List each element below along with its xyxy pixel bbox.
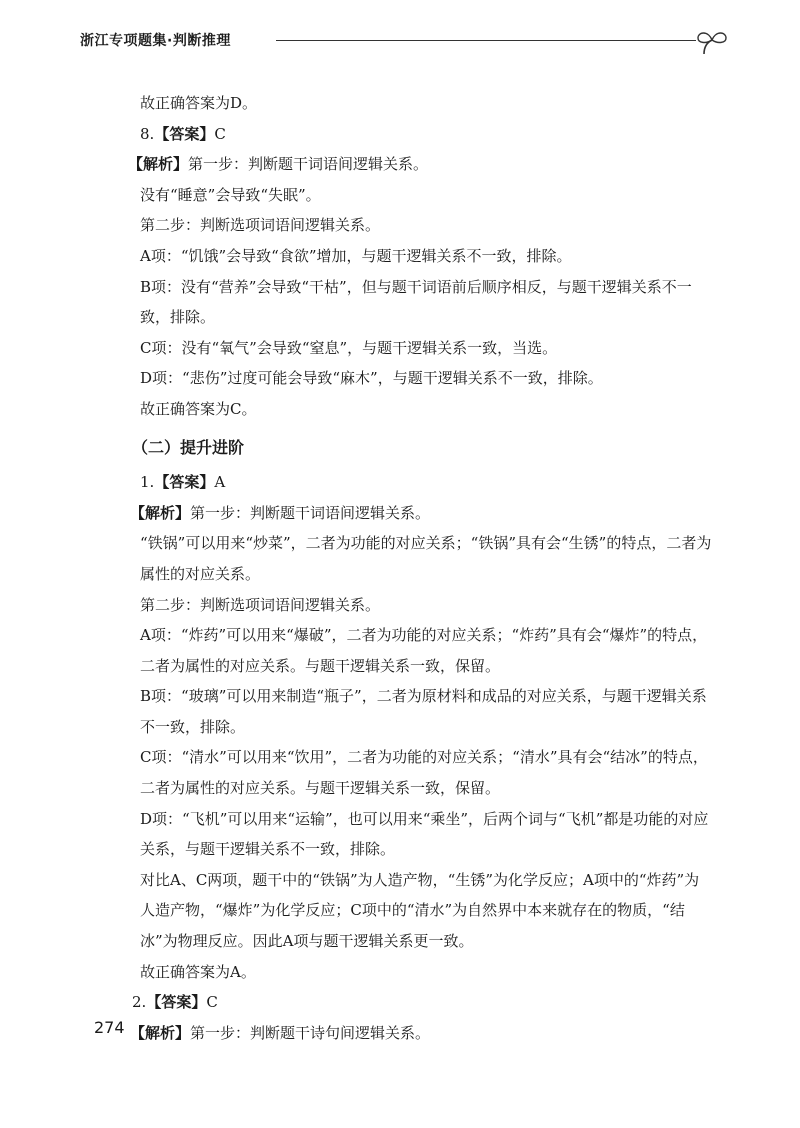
paragraph: A项：“饥饿”会导致“食欲”增加，与题干逻辑关系不一致，排除。 bbox=[140, 246, 572, 265]
answer-explanations bbox=[110, 88, 714, 1048]
paragraph: C项：“清水”可以用来“饮用”，二者为功能的对应关系；“清水”具有会“结冰”的特点，二者为属性的对应关系。与题干逻辑关系一致，保留。 bbox=[140, 748, 708, 798]
section-heading: （二）提升进阶 bbox=[132, 437, 245, 457]
paragraph: 对比A、C两项，题干中的“铁锅”为人造产物，“生锈”为化学反应；A项中的“炸药”为人造产物，“爆炸”为化学反应；C项中的“清水”为自然界中本来就存在的物质，“结冰”为物理反应。因此A项与题干逻辑关系更一致。 bbox=[140, 870, 700, 951]
page-number: 274 bbox=[94, 1018, 125, 1037]
paragraph: 第二步：判断选项词语间逻辑关系。 bbox=[140, 595, 381, 614]
answer-line: 8.【答案】C bbox=[140, 124, 226, 143]
paragraph: 故正确答案为D。 bbox=[140, 94, 258, 112]
analysis-line: 【解析】第一步：判断题干词语间逻辑关系。 bbox=[128, 155, 429, 174]
paragraph: 故正确答案为C。 bbox=[140, 399, 257, 418]
paragraph: 故正确答案为A。 bbox=[140, 962, 256, 981]
header-title: 浙江专项题集·判断推理 bbox=[80, 33, 231, 49]
paragraph: 没有“睡意”会导致“失眠”。 bbox=[140, 185, 321, 204]
analysis-line: 【解析】第一步：判断题干诗句间逻辑关系。 bbox=[130, 1023, 431, 1042]
header-rule bbox=[276, 40, 696, 41]
paragraph: “铁锅”可以用来“炒菜”，二者为功能的对应关系；“铁锅”具有会“生锈”的特点，二者为属性的对应关系。 bbox=[140, 534, 712, 583]
paragraph: A项：“炸药”可以用来“爆破”，二者为功能的对应关系；“炸药”具有会“爆炸”的特点，二者为属性的对应关系。与题干逻辑关系一致，保留。 bbox=[140, 626, 708, 675]
answer-line: 2.【答案】C bbox=[132, 993, 218, 1012]
paragraph: D项：“悲伤”过度可能会导致“麻木”，与题干逻辑关系不一致，排除。 bbox=[140, 369, 603, 388]
paragraph: D项：“飞机”可以用来“运输”，也可以用来“乘坐”，后两个词与“飞机”都是功能的对应关系，与题干逻辑关系不一致，排除。 bbox=[140, 809, 709, 859]
paragraph: B项：没有“营养”会导致“干枯”，但与题干词语前后顺序相反，与题干逻辑关系不一致，排除。 bbox=[140, 277, 692, 327]
running-header bbox=[80, 26, 730, 56]
paragraph: C项：没有“氧气”会导致“窒息”，与题干逻辑关系一致，当选。 bbox=[140, 338, 558, 357]
paragraph: B项：“玻璃”可以用来制造“瓶子”，二者为原材料和成品的对应关系，与题干逻辑关系不一致，排除。 bbox=[140, 687, 707, 736]
sprout-icon bbox=[694, 26, 730, 56]
answer-line: 1.【答案】A bbox=[140, 473, 226, 492]
paragraph: 第二步：判断选项词语间逻辑关系。 bbox=[140, 216, 381, 235]
analysis-line: 【解析】第一步：判断题干词语间逻辑关系。 bbox=[130, 503, 431, 522]
